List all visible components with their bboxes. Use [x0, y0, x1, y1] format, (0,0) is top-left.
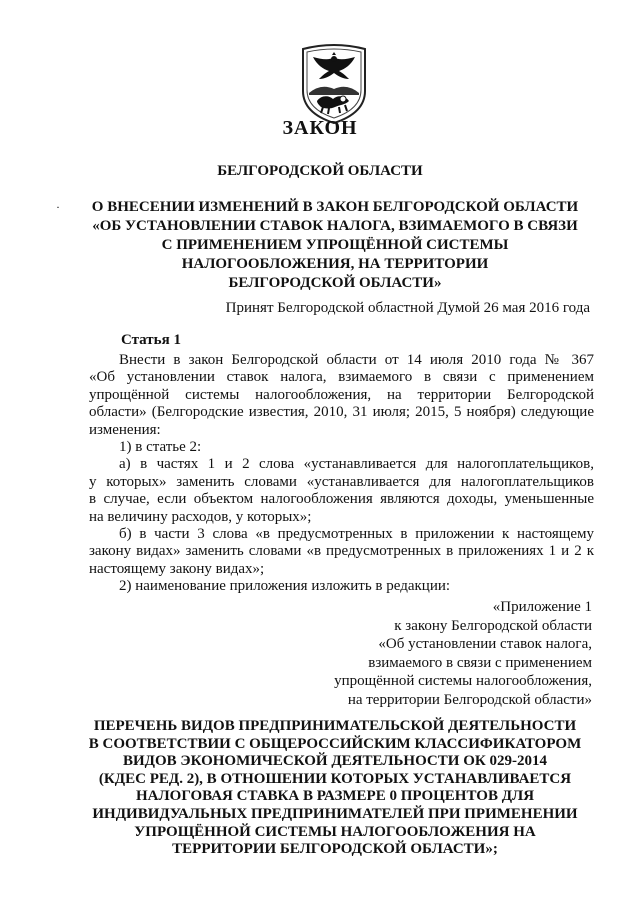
- body-line: в случае, если объектом налогообложения являются доходы, уменьшенные: [89, 491, 594, 508]
- body-line: закону видах» заменить словами «в предусмотренных в приложениях 1 и 2 к: [89, 543, 594, 560]
- heading-line: О ВНЕСЕНИИ ИЗМЕНЕНИЙ В ЗАКОН БЕЛГОРОДСКОЙ ОБЛАСТИ: [91, 199, 579, 215]
- appendix-line: взимаемого в связи с применением: [368, 654, 592, 671]
- heading-line: «ОБ УСТАНОВЛЕНИИ СТАВОК НАЛОГА, ВЗИМАЕМОГО В СВЯЗИ: [92, 218, 578, 234]
- adoption-date: Принят Белгородской областной Думой 26 мая 2016 года: [225, 300, 590, 316]
- body-line: у которых» заменить словами «устанавливается для налогоплательщиков: [89, 473, 594, 490]
- body-line: «Об установлении ставок налога, взимаемого в связи с применением: [89, 369, 594, 386]
- body-line: 2) наименование приложения изложить в редакции:: [119, 578, 451, 595]
- list-heading-line: ПЕРЕЧЕНЬ ВИДОВ ПРЕДПРИНИМАТЕЛЬСКОЙ ДЕЯТЕЛЬНОСТИ: [93, 718, 577, 734]
- list-heading-line: УПРОЩЁННОЙ СИСТЕМЫ НАЛОГООБЛОЖЕНИЯ НА: [134, 823, 536, 840]
- body-line: на величину расходов, у которых»;: [89, 508, 312, 525]
- list-heading-line: ВИДОВ ЭКОНОМИЧЕСКОЙ ДЕЯТЕЛЬНОСТИ ОК 029-2014: [123, 753, 547, 770]
- list-heading-line: В СООТВЕТСТВИИ С ОБЩЕРОССИЙСКИМ КЛАССИФИКАТОРОМ: [88, 735, 582, 752]
- heading-line: БЕЛГОРОДСКОЙ ОБЛАСТИ»: [228, 275, 442, 291]
- appendix-reference: [334, 598, 592, 709]
- list-heading-line: НАЛОГОВАЯ СТАВКА В РАЗМЕРЕ 0 ПРОЦЕНТОВ ДЛЯ: [135, 788, 535, 805]
- activity-list-heading: [70, 718, 600, 859]
- margin-dot: ·: [56, 200, 60, 214]
- law-heading: [70, 198, 600, 293]
- document-region: БЕЛГОРОДСКОЙ ОБЛАСТИ: [217, 163, 423, 179]
- body-line: упрощённой системы налогообложения, на территории Белгородской: [89, 386, 594, 403]
- list-heading-line: (КДЕС РЕД. 2), В ОТНОШЕНИИ КОТОРЫХ УСТАНАВЛИВАЕТСЯ: [98, 770, 572, 787]
- document-title: ЗАКОН: [282, 117, 358, 139]
- appendix-line: к закону Белгородской области: [394, 617, 592, 634]
- body-line: настоящему закону видах»;: [89, 560, 265, 577]
- body-line: изменения:: [89, 421, 161, 438]
- appendix-line: на территории Белгородской области»: [347, 691, 592, 708]
- list-heading-line: ТЕРРИТОРИИ БЕЛГОРОДСКОЙ ОБЛАСТИ»;: [172, 841, 498, 858]
- body-line: области» (Белгородские известия, 2010, 31 июля; 2015, 5 ноября) следующие: [89, 404, 594, 421]
- list-heading-line: ИНДИВИДУАЛЬНЫХ ПРЕДПРИНИМАТЕЛЕЙ ПРИ ПРИМЕНЕНИИ: [92, 805, 578, 822]
- belgorod-coat-of-arms-icon: [299, 43, 369, 125]
- article-body: [89, 352, 594, 596]
- body-line: Внести в закон Белгородской области от 14 июля 2010 года № 367: [119, 352, 594, 368]
- body-line: 1) в статье 2:: [119, 439, 202, 456]
- appendix-line: «Приложение 1: [492, 599, 592, 615]
- heading-line: С ПРИМЕНЕНИЕМ УПРОЩЁННОЙ СИСТЕМЫ: [161, 237, 509, 253]
- body-line: б) в части 3 слова «в предусмотренных в приложении к настоящему: [119, 526, 594, 543]
- body-line: а) в частях 1 и 2 слова «устанавливается для налогоплательщиков,: [119, 456, 594, 473]
- article-title: Статья 1: [121, 332, 181, 348]
- appendix-line: «Об установлении ставок налога,: [378, 636, 592, 652]
- heading-line: НАЛОГООБЛОЖЕНИЯ, НА ТЕРРИТОРИИ: [181, 256, 489, 272]
- appendix-line: упрощённой системы налогообложения,: [334, 673, 592, 689]
